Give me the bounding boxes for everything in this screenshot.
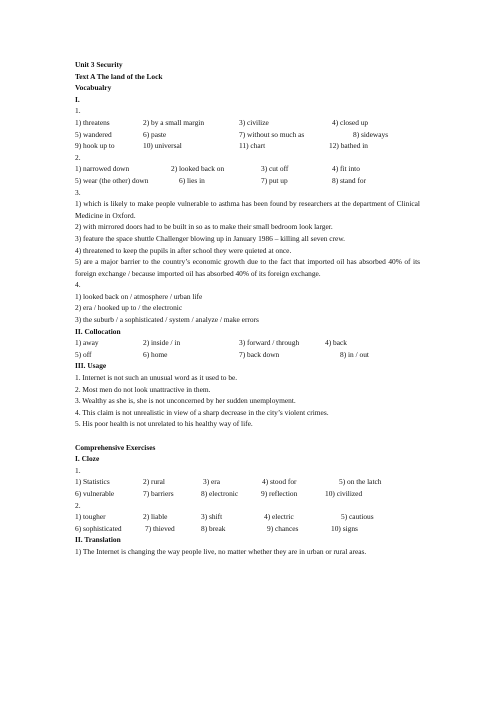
answer-line: 3) the suburb / a sophisticated / system / analyze / make errors [75,315,259,325]
answer: 6) lies in [179,175,205,185]
answer-line: 4. This claim is not unrealistic in view of a sharp decrease in the city’s violent crimes. [75,407,329,417]
answer: 2) liable [143,512,168,522]
answer-row [75,476,420,488]
answer: 5) wandered [75,129,112,139]
sentence: 5) are a major barrier to the country’s economic growth due to the fact that imported oil has absorbed 40% of its foreign exchange / because imported oil has absorbed 40% of its foreign exchange. [75,257,420,278]
answer: 2) inside / in [143,338,181,348]
spacer [75,430,420,442]
translation-heading: II. Translation [75,535,121,545]
answer: 3) era [203,477,221,487]
answer: 7) thieved [145,523,175,533]
answer: 3) shift [201,512,223,522]
answer: 9) reflection [261,488,298,498]
answer: 4) closed up [332,117,369,127]
answer: 1) threatens [75,117,110,127]
answer: 5) off [75,349,92,359]
unit-heading: Unit 3 Security [75,60,123,69]
answer-row [75,117,420,129]
answer-row [75,140,420,152]
item-number: 1. [75,465,81,475]
sentence: 1) which is likely to make people vulnerable to asthma has been found by researchers at the department of Clinical Medicine in Oxford. [75,199,420,220]
cloze-heading: I. Cloze [75,454,100,464]
answer: 6) home [143,349,168,359]
answer-row [75,523,420,535]
answer: 8) sideways [353,129,389,139]
answer: 4) electric [264,512,294,522]
collocation-heading: II. Collocation [75,326,121,336]
answer: 11) chart [239,141,266,151]
answer: 10) signs [331,523,358,533]
item-number: 1. [75,106,81,116]
answer: 7) without so much as [239,129,305,139]
answer: 4) fit into [332,164,360,174]
answer-row [75,163,420,175]
answer: 8) stand for [332,175,367,185]
sentence: 4) threatened to keep the pupils in after school they were quieted at once. [75,245,292,255]
answer-row [75,488,420,500]
answer: 2) by a small margin [143,117,205,127]
answer-line: 1) The Internet is changing the way people live, no matter whether they are in urban or rural areas. [75,546,367,556]
answer-line: 1) looked back on / atmosphere / urban life [75,291,203,301]
answer-row [75,337,420,349]
answer: 1) tougher [75,512,106,522]
answer: 7) barriers [143,488,174,498]
answer-line: 2. Most men do not look unattractive in them. [75,384,211,394]
answer-row [75,175,420,187]
answer-line: 5. His poor health is not unrelated to his healthy way of life. [75,419,253,429]
vocabulary-heading: Vocabualry [75,83,112,93]
sentence: 2) with mirrored doors had to be built in so as to make their small bedroom look larger. [75,222,333,232]
answer-line: 2) era / hooked up to / the electronic [75,303,183,313]
item-number: 2. [75,500,81,510]
item-number: 3. [75,187,81,197]
answer: 5) cautious [341,512,374,522]
answer: 5) on the latch [339,477,382,487]
answer-line: 1. Internet is not such an unusual word as it used to be. [75,373,238,383]
answer-row [75,511,420,523]
answer: 7) back down [239,349,280,359]
text-title: Text A The land of the Lock [75,71,163,81]
answer: 4) back [325,338,347,348]
document-page [75,59,420,558]
answer: 10) civilized [325,488,363,498]
answer-row [75,129,420,141]
answer: 3) civilize [239,117,269,127]
answer: 3) cut off [261,164,289,174]
answer: 8) electronic [201,488,239,498]
section-I-heading: I. [75,94,80,104]
usage-heading: III. Usage [75,361,107,371]
answer: 2) looked back on [171,164,225,174]
answer: 8) break [201,523,226,533]
answer: 5) wear (the other) down [75,175,149,185]
item-number: 2. [75,152,81,162]
sentence: 3) feature the space shuttle Challenger blowing up in January 1986 – killing all seven crew. [75,233,346,243]
answer: 1) Statistics [75,477,110,487]
answer: 1) narrowed down [75,164,130,174]
answer-row [75,349,420,361]
answer: 6) paste [143,129,167,139]
answer: 10) universal [143,141,182,151]
answer: 1) away [75,338,99,348]
answer: 9) hook up to [75,141,115,151]
answer: 4) stood for [262,477,297,487]
answer: 3) forward / through [239,338,300,348]
item-number: 4. [75,280,81,290]
answer: 12) bathed in [329,141,368,151]
comprehensive-heading: Comprehensive Exercises [75,442,156,452]
answer: 7) put up [261,175,288,185]
answer: 6) vulnerable [75,488,115,498]
answer: 9) chances [267,523,299,533]
answer: 8) in / out [340,349,369,359]
answer: 6) sophisticated [75,523,122,533]
answer-line: 3. Wealthy as she is, she is not unconcerned by her sudden unemployment. [75,396,296,406]
answer: 2) rural [143,477,165,487]
